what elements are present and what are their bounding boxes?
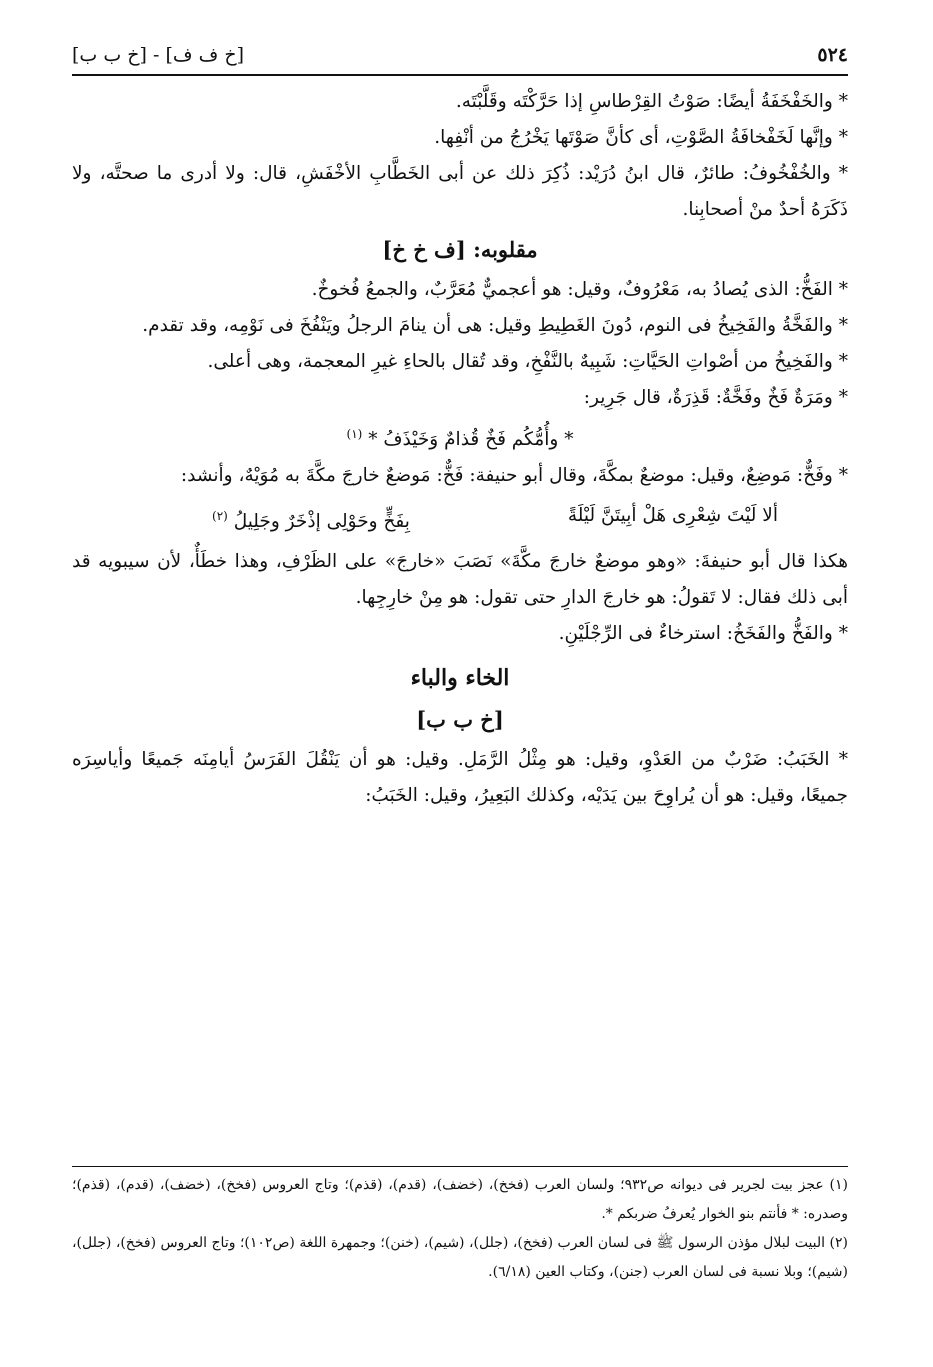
footnote-1: (١) عجز بيت لجرير فى ديوانه ص٩٣٢؛ ولسان العرب (فخخ)، (خضف)، (قدم)، (قذم)؛ وتاج العروس (فخخ)، (خضف)، (قدم)، (قذم)؛ وصدره: * فأنتم بنو الخوار يُعرفُ ضربكم *. bbox=[72, 1177, 848, 1222]
verse-second-hemistich bbox=[212, 498, 410, 540]
entry-paragraph: * والخُفْخُوفُ: طائرٌ، قال ابنُ دُرَيْد: ذُكِرَ ذلك عن أبى الخَطَّابِ الأخْفَشِ، قال: ولا أدرى ما صحتَّه، ولا ذَكَرَهُ أحدٌ منْ أصحابِنا. bbox=[72, 163, 848, 220]
verse-quote bbox=[72, 416, 848, 458]
footnote-2: (٢) البيت لبلال مؤذن الرسول ﷺ فى لسان العرب (فخخ)، (جلل)، (شيم)، (خنن)؛ وجمهرة اللغة (ص١٠٢)؛ وتاج العروس (فخخ)، (جلل)، (شيم)؛ وبلا نسبة فى لسان العرب (جنن)، وكتاب العين (٦/١٨). bbox=[72, 1235, 849, 1280]
entry-paragraph: * وفَخٌّ: مَوضِعٌ، وقيل: موضعٌ بمكَّةَ، وقال أبو حنيفة: فَخٌّ: مَوضعٌ خارجَ مكَّةَ به مُوَيْهٌ، وأنشد: bbox=[180, 465, 848, 487]
footnotes bbox=[72, 1166, 848, 1287]
verse-text: * وأُمُّكُم فَخٌ قُذامٌ وَخَيْذَفُ * bbox=[368, 429, 574, 451]
entry-paragraph: * والفَخَّةُ والفَخِيخُ فى النوم، دُونَ الغَطِيطِ وقيل: هى أن ينامَ الرجلُ ويَنْفُخَ فى نَوْمِه، وقد تقدم. bbox=[142, 315, 848, 336]
entry-paragraph: * والفَخِيخُ من أصْواتِ الحَيَّاتِ: شَبِيهٌ بالنَّفْخِ، وقد تُقال بالحاءِ غيرِ المعجمة، وهى أعلى. bbox=[207, 351, 848, 372]
entry-paragraph: * والخَفْخَفَةُ أيضًا: صَوْتُ القِرْطاسِ إذا حَرَّكْتَه وقَلَّبْتَه. bbox=[455, 91, 848, 112]
verse-first-hemistich: ألا لَيْتَ شِعْرِى هَلْ أبِيتَنَّ لَيْلَةً bbox=[567, 505, 778, 527]
entry-paragraph: * ومَرَةٌ فَخٌ وفَخَّةٌ: قَذِرَةٌ، قال جَرِير: bbox=[583, 387, 848, 408]
page-number: ٥٢٤ bbox=[817, 44, 848, 66]
entry-paragraph: * الخَبَبُ: ضَرْبٌ من العَدْوِ، وقيل: هو مِثْلُ الرَّمَلِ. وقيل: هو أن يَنْقُلَ الفَرَسُ أيامِنَه جَميعًا وأياسِرَه جميعًا، وقيل: هو أن يُراوِحَ بين يَدَيْه، وكذلك البَعِيرُ، وقيل: الخَبَبُ: bbox=[72, 749, 848, 807]
page bbox=[72, 40, 848, 814]
main-text bbox=[72, 84, 848, 814]
entry-paragraph: * وإنَّها لَخَفْخافَةُ الصَّوْتِ، أى كأنَّ صَوْتَها يَخْرُجُ من أنْفِها. bbox=[434, 127, 848, 148]
heading-maqlub: مقلوبه: [ف خ خ] bbox=[382, 237, 538, 262]
footnote-ref: (١) bbox=[346, 427, 363, 441]
entry-paragraph: هكذا قال أبو حنيفةَ: «وهو موضعٌ خارجَ مكَّةَ» نَصَبَ «خارجَ» على الظَرْفِ، وهذا خطَأٌ، لأن سيبويه قد أبى ذلك فقال: لا تَقولُ: هو خارجَ الدارِ حتى تقول: هو مِنْ خارِجِها. bbox=[72, 551, 848, 609]
verse-couplet bbox=[72, 498, 848, 540]
verse-text: بِفَخٍّ وحَوْلِى إذْخَرٌ وجَلِيلُ bbox=[233, 511, 410, 533]
heading-section: الخاء والباء bbox=[410, 665, 510, 692]
running-head: [خ ف ف] - [خ ب ب] bbox=[72, 44, 245, 66]
footnote-ref: (٢) bbox=[212, 509, 228, 524]
entry-paragraph: * والفَخُّ والفَخَخُ: استرخاءٌ فى الرِّجْلَيْنِ. bbox=[558, 623, 848, 645]
heading-root: [خ ب ب] bbox=[416, 707, 504, 733]
page-header bbox=[72, 40, 848, 76]
entry-paragraph: * الفَخُّ: الذى يُصادُ به، مَعْرُوفٌ، وقيل: هو أعجميٌّ مُعَرَّبٌ، والجمعُ فُخوخٌ. bbox=[311, 279, 848, 300]
